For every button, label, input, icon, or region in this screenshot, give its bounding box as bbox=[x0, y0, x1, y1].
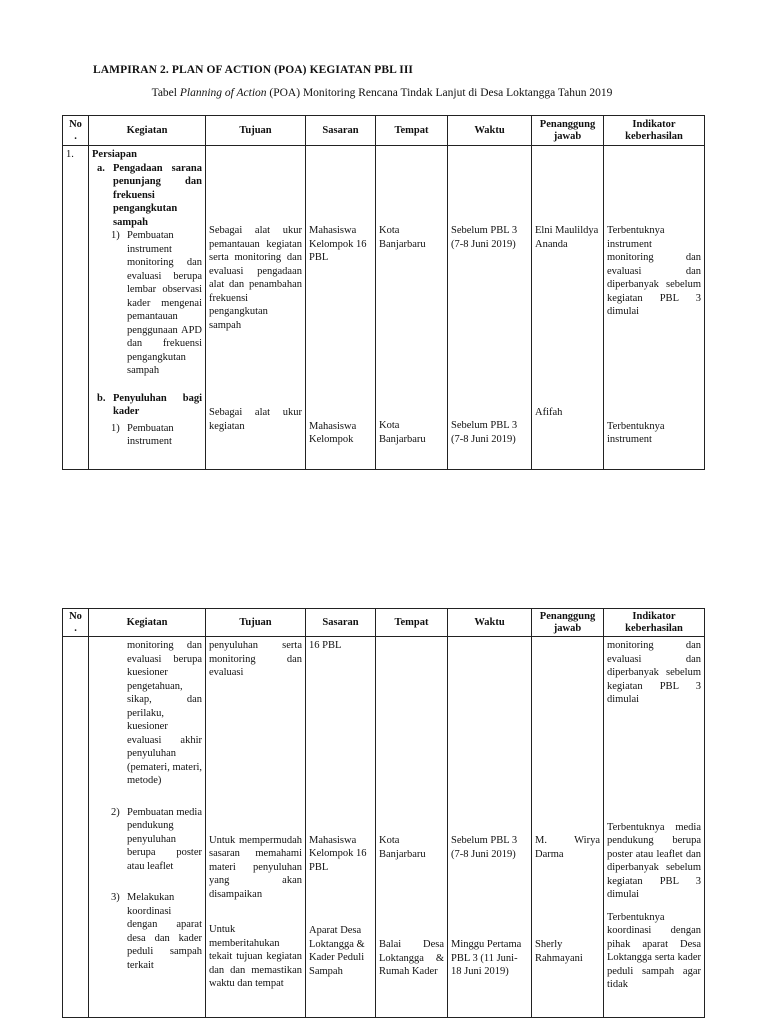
cell-kegiatan bbox=[89, 637, 206, 1018]
cell-no bbox=[63, 637, 89, 1018]
tujuan-b1: Sebagai alat ukur kegiatan bbox=[209, 407, 302, 432]
col-header-sasaran: Sasaran bbox=[306, 609, 376, 637]
item-number: 1) bbox=[111, 230, 120, 241]
col-header-tempat: Tempat bbox=[376, 609, 448, 637]
waktu-r2: Sebelum PBL 3 (7-8 Juni 2019) bbox=[451, 835, 518, 860]
header-row bbox=[63, 116, 705, 146]
table-caption bbox=[62, 87, 702, 99]
tempat-r3: Balai Desa Loktangga & Rumah Kader bbox=[379, 939, 444, 977]
col-header-penanggung-jawab: Penanggung jawab bbox=[532, 116, 604, 146]
subsection-a-title: Pengadaan sarana penunjang dan frekuensi pengangkutan sampah bbox=[113, 162, 202, 228]
subsection-b-label: b. bbox=[97, 392, 106, 404]
waktu-b1: Sebelum PBL 3 (7-8 Juni 2019) bbox=[451, 420, 518, 445]
col-header-waktu: Waktu bbox=[448, 609, 532, 637]
subsection-a-label: a. bbox=[97, 162, 105, 174]
sasaran-r3: Aparat Desa Loktangga & Kader Peduli Sampah bbox=[309, 925, 365, 977]
section-title: Persiapan bbox=[92, 149, 137, 160]
col-header-indikator: Indikator keberhasilan bbox=[604, 116, 705, 146]
pj-r2: M. Wirya Darma bbox=[535, 835, 600, 860]
col-header-tujuan: Tujuan bbox=[206, 116, 306, 146]
cell-indikator bbox=[604, 146, 705, 470]
item-number: 2) bbox=[111, 806, 120, 818]
item-text: Pembuatan media pendukung penyuluhan berupa poster atau leaflet bbox=[127, 806, 202, 872]
list-item bbox=[92, 806, 202, 874]
cell-penanggung-jawab bbox=[532, 146, 604, 470]
cell-sasaran bbox=[306, 146, 376, 470]
tujuan-r3: Untuk memberitahukan tekait tujuan kegiatan dan dan memastikan waktu dan tempat bbox=[209, 924, 302, 989]
indikator-r3: Terbentuknya koordinasi dengan pihak aparat Desa Loktangga serta kader peduli sampah agar tidak bbox=[607, 911, 701, 990]
caption-prefix: Tabel bbox=[151, 87, 177, 99]
subsection-b-title: Penyuluhan bagi kader bbox=[113, 392, 202, 417]
indikator-r1: monitoring dan evaluasi dan diperbanyak sebelum kegiatan PBL 3 dimulai bbox=[607, 640, 701, 705]
tujuan-r2: Untuk mempermudah sasaran memahami materi penyuluhan yang akan disampaikan bbox=[209, 834, 302, 900]
caption-italic: Planning of Action bbox=[179, 87, 267, 99]
cell-sasaran bbox=[306, 637, 376, 1018]
cell-tujuan bbox=[206, 637, 306, 1018]
cell-no: 1. bbox=[63, 146, 89, 470]
poa-table-part-1 bbox=[62, 115, 705, 470]
subsection-b bbox=[92, 392, 202, 419]
cell-waktu bbox=[448, 146, 532, 470]
header-row bbox=[63, 609, 705, 637]
cell-kegiatan bbox=[89, 146, 206, 470]
col-header-indikator: Indikator keberhasilan bbox=[604, 609, 705, 637]
sasaran-a1: Mahasiswa Kelompok 16 PBL bbox=[309, 225, 367, 263]
item-text: Melakukan koordinasi dengan aparat desa dan kader peduli sampah terkait bbox=[127, 892, 202, 971]
col-header-penanggung-jawab: Penanggung jawab bbox=[532, 609, 604, 637]
waktu-a1: Sebelum PBL 3 (7-8 Juni 2019) bbox=[451, 225, 518, 250]
cell-tujuan bbox=[206, 146, 306, 470]
col-header-no: No . bbox=[63, 609, 89, 637]
item-text: Pembuatan instrument monitoring dan evaluasi berupa lembar observasi kader mengenai pemantauan penggunaan APD dan frekuensi pengangkutan sampah bbox=[127, 230, 202, 376]
subsection-a bbox=[92, 162, 202, 230]
tujuan-r1: penyuluhan serta monitoring dan evaluasi bbox=[209, 640, 302, 678]
list-item bbox=[92, 891, 202, 972]
tempat-a1: Kota Banjarbaru bbox=[379, 225, 426, 250]
poa-table-part-2 bbox=[62, 608, 705, 1018]
col-header-tempat: Tempat bbox=[376, 116, 448, 146]
sasaran-r1: 16 PBL bbox=[309, 640, 342, 651]
item-text: Pembuatan instrument bbox=[127, 422, 174, 447]
tujuan-a1: Sebagai alat ukur pemantauan kegiatan serta monitoring dan evaluasi pengadaan alat dan penambahan frekuensi pengangkutan sampah bbox=[209, 225, 302, 331]
item-number: 1) bbox=[111, 422, 120, 434]
cell-waktu bbox=[448, 637, 532, 1018]
pj-a1: Elni Maulildya Ananda bbox=[535, 225, 599, 250]
list-item bbox=[92, 422, 202, 449]
list-item bbox=[92, 229, 202, 378]
col-header-sasaran: Sasaran bbox=[306, 116, 376, 146]
col-header-waktu: Waktu bbox=[448, 116, 532, 146]
waktu-r3: Minggu Pertama PBL 3 (11 Juni-18 Juni 2019) bbox=[451, 939, 522, 977]
col-header-tujuan: Tujuan bbox=[206, 609, 306, 637]
indikator-r2: Terbentuknya media pendukung berupa poster atau leaflet dan diperbanyak sebelum kegiatan PBL 3 dimulai bbox=[607, 821, 701, 900]
sasaran-b1: Mahasiswa Kelompok bbox=[309, 420, 357, 445]
document-heading: LAMPIRAN 2. PLAN OF ACTION (POA) KEGIATAN PBL III bbox=[93, 64, 413, 76]
pj-r3: Sherly Rahmayani bbox=[535, 939, 583, 964]
cell-tempat bbox=[376, 146, 448, 470]
indikator-b1: Terbentuknya instrument bbox=[607, 420, 665, 445]
col-header-no: No . bbox=[63, 116, 89, 146]
table-row bbox=[63, 637, 705, 1018]
cell-penanggung-jawab bbox=[532, 637, 604, 1018]
pj-b1: Afifah bbox=[535, 407, 563, 418]
col-header-kegiatan: Kegiatan bbox=[89, 609, 206, 637]
tempat-r2: Kota Banjarbaru bbox=[379, 835, 426, 860]
table-row bbox=[63, 146, 705, 470]
sasaran-r2: Mahasiswa Kelompok 16 PBL bbox=[309, 834, 367, 873]
cell-indikator bbox=[604, 637, 705, 1018]
indikator-a1: Terbentuknya instrument monitoring dan evaluasi dan diperbanyak sebelum kegiatan PBL 3 dimulai bbox=[607, 225, 701, 317]
cell-tempat bbox=[376, 637, 448, 1018]
col-header-kegiatan: Kegiatan bbox=[89, 116, 206, 146]
item-text: monitoring dan evaluasi berupa kuesioner pengetahuan, sikap, dan perilaku, kuesioner evaluasi akhir penyuluhan (pemateri, materi, metode) bbox=[127, 640, 202, 786]
caption-suffix: (POA) Monitoring Rencana Tindak Lanjut di Desa Loktangga Tahun 2019 bbox=[269, 87, 613, 99]
tempat-b1: Kota Banjarbaru bbox=[379, 420, 426, 445]
item-number: 3) bbox=[111, 892, 120, 903]
